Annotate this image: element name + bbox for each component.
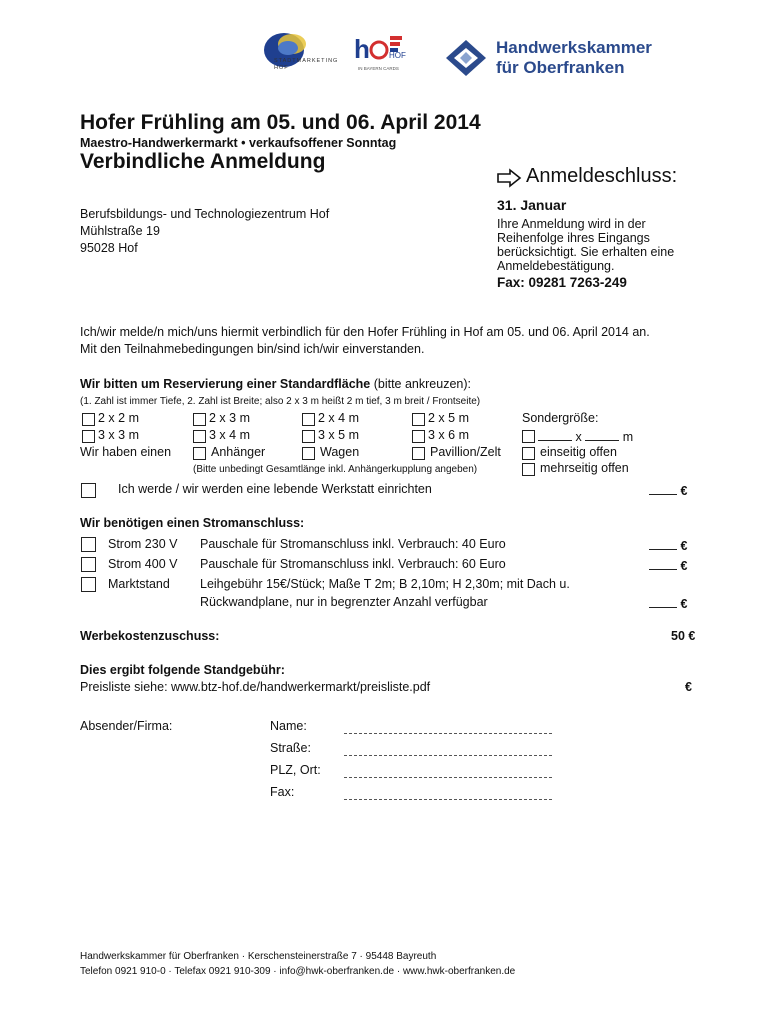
sender-street-input[interactable]	[344, 744, 552, 756]
stadtmarketing-logo-text: STADTMARKETING HOF	[274, 58, 339, 71]
workshop-label: Ich werde / wir werden eine lebende Werkstatt einrichten	[118, 482, 432, 496]
power-amount-400-input[interactable]	[649, 557, 677, 570]
sender-label: Absender/Firma:	[80, 719, 173, 733]
option-wagen: Wagen	[320, 445, 360, 459]
option-3x5: 3 x 5 m	[318, 428, 359, 442]
power-desc-230: Pauschale für Stromanschluss inkl. Verbrauch: 40 Euro	[200, 537, 506, 551]
workshop-currency: €	[680, 484, 688, 498]
svg-text:h: h	[354, 34, 370, 64]
reservation-hint: (1. Zahl ist immer Tiefe, 2. Zahl ist Breite; also 2 x 3 m heißt 2 m tief, 3 m breit / Frontseite)	[80, 396, 481, 407]
footer-line-1: Handwerkskammer für Oberfranken · Kerschensteinerstraße 7 · 95448 Bayreuth	[80, 951, 437, 962]
option-3x6: 3 x 6 m	[428, 428, 469, 442]
power-currency-400: €	[680, 559, 688, 573]
checkbox-3x3[interactable]	[82, 430, 95, 443]
option-anhaenger: Anhänger	[211, 445, 266, 459]
power-currency-230: €	[680, 539, 688, 553]
checkbox-3x6[interactable]	[412, 430, 425, 443]
fax-number: Fax: 09281 7263-249	[497, 275, 627, 290]
checkbox-special-size[interactable]	[522, 430, 535, 443]
hwk-logo-line2: für Oberfranken	[496, 58, 625, 77]
checkbox-wagen[interactable]	[302, 447, 315, 460]
checkbox-mehrseitig[interactable]	[522, 463, 535, 476]
hof-logo-subtext: IN BAYERN CARDS	[358, 66, 399, 71]
form-heading: Verbindliche Anmeldung	[80, 150, 326, 173]
workshop-amount-input[interactable]	[649, 482, 677, 495]
ad-value: 50 €	[671, 629, 696, 643]
sender-name-input[interactable]	[344, 722, 552, 734]
power-label-marktstand: Marktstand	[108, 577, 170, 591]
option-pavillion: Pavillion/Zelt	[430, 445, 501, 459]
sender-street-label: Straße:	[270, 741, 311, 755]
checkbox-3x5[interactable]	[302, 430, 315, 443]
declaration-line-1: Ich/wir melde/n mich/uns hiermit verbindlich für den Hofer Frühling in Hof am 05. und 06. April 2014 an.	[80, 325, 650, 339]
deadline-label: Anmeldeschluss:	[526, 165, 678, 187]
footer-line-2: Telefon 0921 910-0 · Telefax 0921 910-309 · info@hwk-oberfranken.de · www.hwk-oberfranken.de	[80, 966, 516, 977]
option-2x5: 2 x 5 m	[428, 411, 469, 425]
sender-name-label: Name:	[270, 719, 307, 733]
option-2x2: 2 x 2 m	[98, 411, 139, 425]
address-line-1: Berufsbildungs- und Technologiezentrum Hof	[80, 207, 330, 221]
checkbox-anhaenger[interactable]	[193, 447, 206, 460]
checkbox-2x4[interactable]	[302, 413, 315, 426]
address-line-2: Mühlstraße 19	[80, 224, 160, 238]
sender-city-input[interactable]	[344, 766, 552, 778]
special-m: m	[622, 430, 634, 444]
special-size-fields	[538, 428, 633, 444]
power-amount-marktstand-input[interactable]	[649, 595, 677, 608]
total-currency: €	[685, 680, 692, 694]
address-line-3: 95028 Hof	[80, 241, 138, 255]
power-heading: Wir benötigen einen Stromanschluss:	[80, 516, 305, 530]
declaration-line-2: Mit den Teilnahmebedingungen bin/sind ich/wir einverstanden.	[80, 342, 425, 356]
reservation-heading-text: Wir bitten um Reservierung einer Standardfläche	[80, 377, 371, 391]
power-label-400: Strom 400 V	[108, 557, 178, 571]
pricelist-link[interactable]: Preisliste siehe: www.btz-hof.de/handwerkermarkt/preisliste.pdf	[80, 680, 431, 694]
deadline-note-3: berücksichtigt. Sie erhalten eine	[497, 245, 675, 259]
have-label: Wir haben einen	[80, 445, 172, 459]
power-label-230: Strom 230 V	[108, 537, 178, 551]
ad-label: Werbekostenzuschuss:	[80, 629, 220, 643]
power-desc-marktstand-2: Rückwandplane, nur in begrenzter Anzahl verfügbar	[200, 595, 488, 609]
checkbox-strom-400[interactable]	[81, 557, 96, 572]
power-amount-marktstand	[649, 595, 687, 611]
stadtmarketing-logo	[262, 30, 339, 80]
checkbox-2x3[interactable]	[193, 413, 206, 426]
reservation-heading	[80, 377, 471, 391]
power-amount-230	[649, 537, 687, 553]
hof-logo-text: HOF	[389, 51, 406, 60]
checkbox-marktstand[interactable]	[81, 577, 96, 592]
option-3x3: 3 x 3 m	[98, 428, 139, 442]
option-einseitig: einseitig offen	[540, 445, 617, 459]
power-desc-400: Pauschale für Stromanschluss inkl. Verbrauch: 60 Euro	[200, 557, 506, 571]
checkbox-2x2[interactable]	[82, 413, 95, 426]
special-size-label: Sondergröße:	[522, 411, 599, 425]
option-2x3: 2 x 3 m	[209, 411, 250, 425]
sender-city-label: PLZ, Ort:	[270, 763, 321, 777]
option-mehrseitig: mehrseitig offen	[540, 461, 629, 475]
page-subtitle: Maestro-Handwerkermarkt • verkaufsoffener Sonntag	[80, 136, 397, 150]
workshop-amount	[649, 482, 687, 498]
checkbox-workshop[interactable]	[81, 483, 96, 498]
row3-note: (Bitte unbedingt Gesamtlänge inkl. Anhängerkupplung angeben)	[193, 464, 478, 475]
power-desc-marktstand: Leihgebühr 15€/Stück; Maße T 2m; B 2,10m; H 2,30m; mit Dach u.	[200, 577, 570, 591]
total-label: Dies ergibt folgende Standgebühr:	[80, 663, 285, 677]
page-title: Hofer Frühling am 05. und 06. April 2014	[80, 111, 481, 134]
deadline-note-1: Ihre Anmeldung wird in der	[497, 217, 646, 231]
sender-fax-input[interactable]	[344, 788, 552, 800]
checkbox-einseitig[interactable]	[522, 447, 535, 460]
checkbox-strom-230[interactable]	[81, 537, 96, 552]
deadline-note-2: Reihenfolge ihres Eingangs	[497, 231, 650, 245]
hwk-logo-line1: Handwerkskammer	[496, 38, 652, 57]
deadline-note-4: Anmeldebestätigung.	[497, 259, 615, 273]
option-3x4: 3 x 4 m	[209, 428, 250, 442]
hof-logo	[352, 32, 412, 78]
option-2x4: 2 x 4 m	[318, 411, 359, 425]
sender-fax-label: Fax:	[270, 785, 295, 799]
power-currency-marktstand: €	[680, 597, 688, 611]
special-x: x	[575, 430, 582, 444]
checkbox-2x5[interactable]	[412, 413, 425, 426]
arrow-right-icon	[496, 168, 522, 193]
deadline-date: 31. Januar	[497, 197, 567, 213]
power-amount-400	[649, 557, 687, 573]
special-depth-input[interactable]	[538, 428, 572, 441]
checkbox-3x4[interactable]	[193, 430, 206, 443]
reservation-heading-note: (bitte ankreuzen):	[373, 377, 471, 391]
power-amount-230-input[interactable]	[649, 537, 677, 550]
special-width-input[interactable]	[585, 428, 619, 441]
checkbox-pavillion[interactable]	[412, 447, 425, 460]
